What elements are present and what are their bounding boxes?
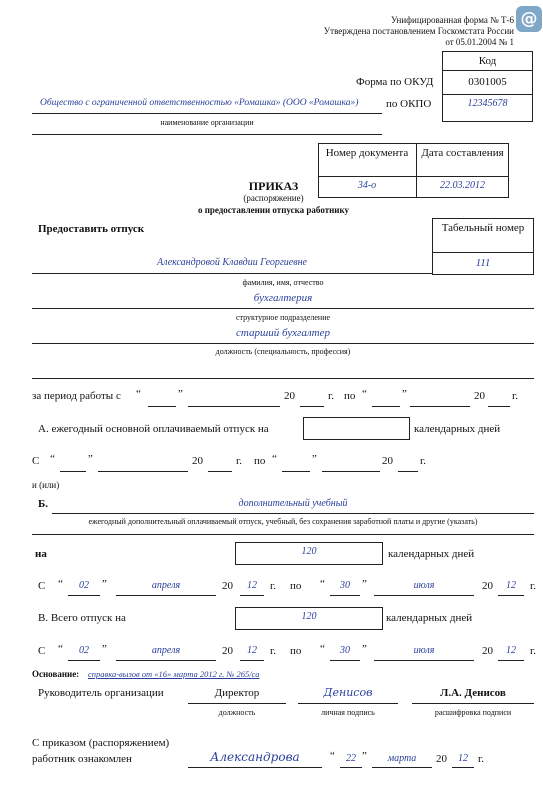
position-caption: должность (специальность, профессия) <box>215 347 351 356</box>
head-label: Руководитель организации <box>38 687 164 699</box>
from-label: С <box>32 455 40 467</box>
period-to-label: по <box>290 645 302 657</box>
from-label: С <box>38 580 46 592</box>
section-v-label: В. Всего отпуск на <box>38 612 126 624</box>
year-prefix: 20 <box>222 645 233 657</box>
year-suffix: г. <box>530 580 537 592</box>
year-prefix: 20 <box>192 455 203 467</box>
section-a-days-label: календарных дней <box>414 423 501 435</box>
quote-open: “ <box>58 643 63 655</box>
dept-caption: структурное подразделение <box>235 313 331 322</box>
from-label: С <box>38 645 46 657</box>
head-signature: Денисов <box>323 686 373 699</box>
form-line1: Унифицированная форма № Т-6 <box>390 15 514 25</box>
okpo-label: по ОКПО <box>386 98 432 110</box>
period-label: за период работы с <box>32 390 121 402</box>
org-name: Общество с ограниченной ответственностью «Ромашка» (ООО «Ромашка») <box>40 98 359 108</box>
quote-close: ” <box>88 453 93 465</box>
cap-decoded: расшифровка подписи <box>434 708 512 717</box>
year-suffix: г. <box>512 390 519 402</box>
year-prefix: 20 <box>482 645 493 657</box>
quote-open: “ <box>50 453 55 465</box>
quote-open: “ <box>330 750 335 762</box>
year-suffix: г. <box>478 753 485 765</box>
period-to-label: по <box>344 390 356 402</box>
okud-label: Форма по ОКУД <box>356 76 434 88</box>
at-icon: @ <box>520 8 538 29</box>
quote-close: ” <box>178 388 183 400</box>
okpo-value: 12345678 <box>467 98 508 109</box>
v-from-year: 12 <box>247 645 257 656</box>
doc-subtitle: (распоряжение) <box>243 193 304 203</box>
date-header: Дата составления <box>421 147 504 159</box>
basis-label: Основание: <box>32 669 80 679</box>
year-suffix: г. <box>270 580 277 592</box>
doc-title: ПРИКАЗ <box>248 179 299 193</box>
num-header: Номер документа <box>325 147 409 159</box>
year-suffix: г. <box>530 645 537 657</box>
quote-open: “ <box>362 388 367 400</box>
section-b-na: на <box>35 548 47 560</box>
v-to-day: 30 <box>340 645 350 656</box>
section-v-days-label: календарных дней <box>386 612 473 624</box>
quote-open: “ <box>320 643 325 655</box>
section-b-days-label: календарных дней <box>388 548 475 560</box>
department: бухгалтерия <box>253 292 313 304</box>
v-from-month: апреля <box>151 645 181 656</box>
quote-close: ” <box>362 578 367 590</box>
form-line2: Утверждена постановлением Госкомстата России <box>323 26 514 36</box>
b-from-day: 02 <box>79 580 89 591</box>
period-to-label: по <box>254 455 266 467</box>
quote-close: ” <box>402 388 407 400</box>
quote-close: ” <box>362 643 367 655</box>
section-b-label: Б. <box>38 498 49 510</box>
year-prefix: 20 <box>474 390 485 402</box>
v-to-month: июля <box>413 645 435 656</box>
b-to-year: 12 <box>506 580 516 591</box>
year-prefix: 20 <box>382 455 393 467</box>
quote-open: “ <box>272 453 277 465</box>
section-b-days: 120 <box>301 546 317 557</box>
cap-sign: личная подпись <box>321 708 375 717</box>
b-from-month: апреля <box>151 580 181 591</box>
org-caption: наименование организации <box>160 118 254 127</box>
v-to-year: 12 <box>506 645 516 656</box>
b-to-month: июля <box>413 580 435 591</box>
grant-label: Предоставить отпуск <box>38 223 145 235</box>
quote-open: “ <box>320 578 325 590</box>
year-prefix: 20 <box>482 580 493 592</box>
quote-close: ” <box>362 750 367 762</box>
tab-value: 111 <box>475 257 491 269</box>
ack-line1: С приказом (распоряжением) <box>32 737 170 749</box>
name-caption: фамилия, имя, отчество <box>242 278 324 287</box>
b-to-day: 30 <box>340 580 350 591</box>
section-b-kind: дополнительный учебный <box>238 498 348 509</box>
basis-value: справка-вызов от «16» марта 2012 г. № 265/са <box>88 669 260 679</box>
year-suffix: г. <box>270 645 277 657</box>
section-v-days: 120 <box>301 611 317 622</box>
b-from-year: 12 <box>247 580 257 591</box>
head-decoded: Л.А. Денисов <box>440 687 506 699</box>
ack-day: 22 <box>346 753 356 764</box>
ack-line2: работник ознакомлен <box>32 753 132 765</box>
okud-value: 0301005 <box>468 76 507 88</box>
ack-year: 12 <box>458 753 468 764</box>
quote-close: ” <box>312 453 317 465</box>
position: старший бухгалтер <box>236 327 330 339</box>
year-suffix: г. <box>420 455 427 467</box>
and-or: и (или) <box>32 480 60 490</box>
v-from-day: 02 <box>79 645 89 656</box>
head-position: Директор <box>214 687 260 699</box>
cap-position: должность <box>218 708 256 717</box>
quote-open: “ <box>136 388 141 400</box>
tab-header: Табельный номер <box>441 222 525 234</box>
period-to-label: по <box>290 580 302 592</box>
ack-month: марта <box>387 753 417 764</box>
ack-signature: Александрова <box>210 750 300 764</box>
year-prefix: 20 <box>436 753 447 765</box>
quote-close: ” <box>102 578 107 590</box>
employee-name: Александровой Клавдии Георгиевне <box>157 257 307 268</box>
year-prefix: 20 <box>284 390 295 402</box>
date-value: 22.03.2012 <box>440 180 485 191</box>
year-suffix: г. <box>328 390 335 402</box>
code-label: Код <box>478 55 497 67</box>
section-a-label: А. ежегодный основной оплачиваемый отпуск на <box>38 423 269 435</box>
site-logo <box>516 6 542 32</box>
year-prefix: 20 <box>222 580 233 592</box>
year-suffix: г. <box>236 455 243 467</box>
doc-subject: о предоставлении отпуска работнику <box>197 205 350 215</box>
quote-open: “ <box>58 578 63 590</box>
quote-close: ” <box>102 643 107 655</box>
num-value: 34-о <box>357 180 377 191</box>
section-a-days-box <box>303 417 410 440</box>
form-line3: от 05.01.2004 № 1 <box>445 37 514 47</box>
section-b-caption: ежегодный дополнительный оплачиваемый отпуск, учебный, без сохранения заработной платы и другие (указать) <box>88 517 478 526</box>
